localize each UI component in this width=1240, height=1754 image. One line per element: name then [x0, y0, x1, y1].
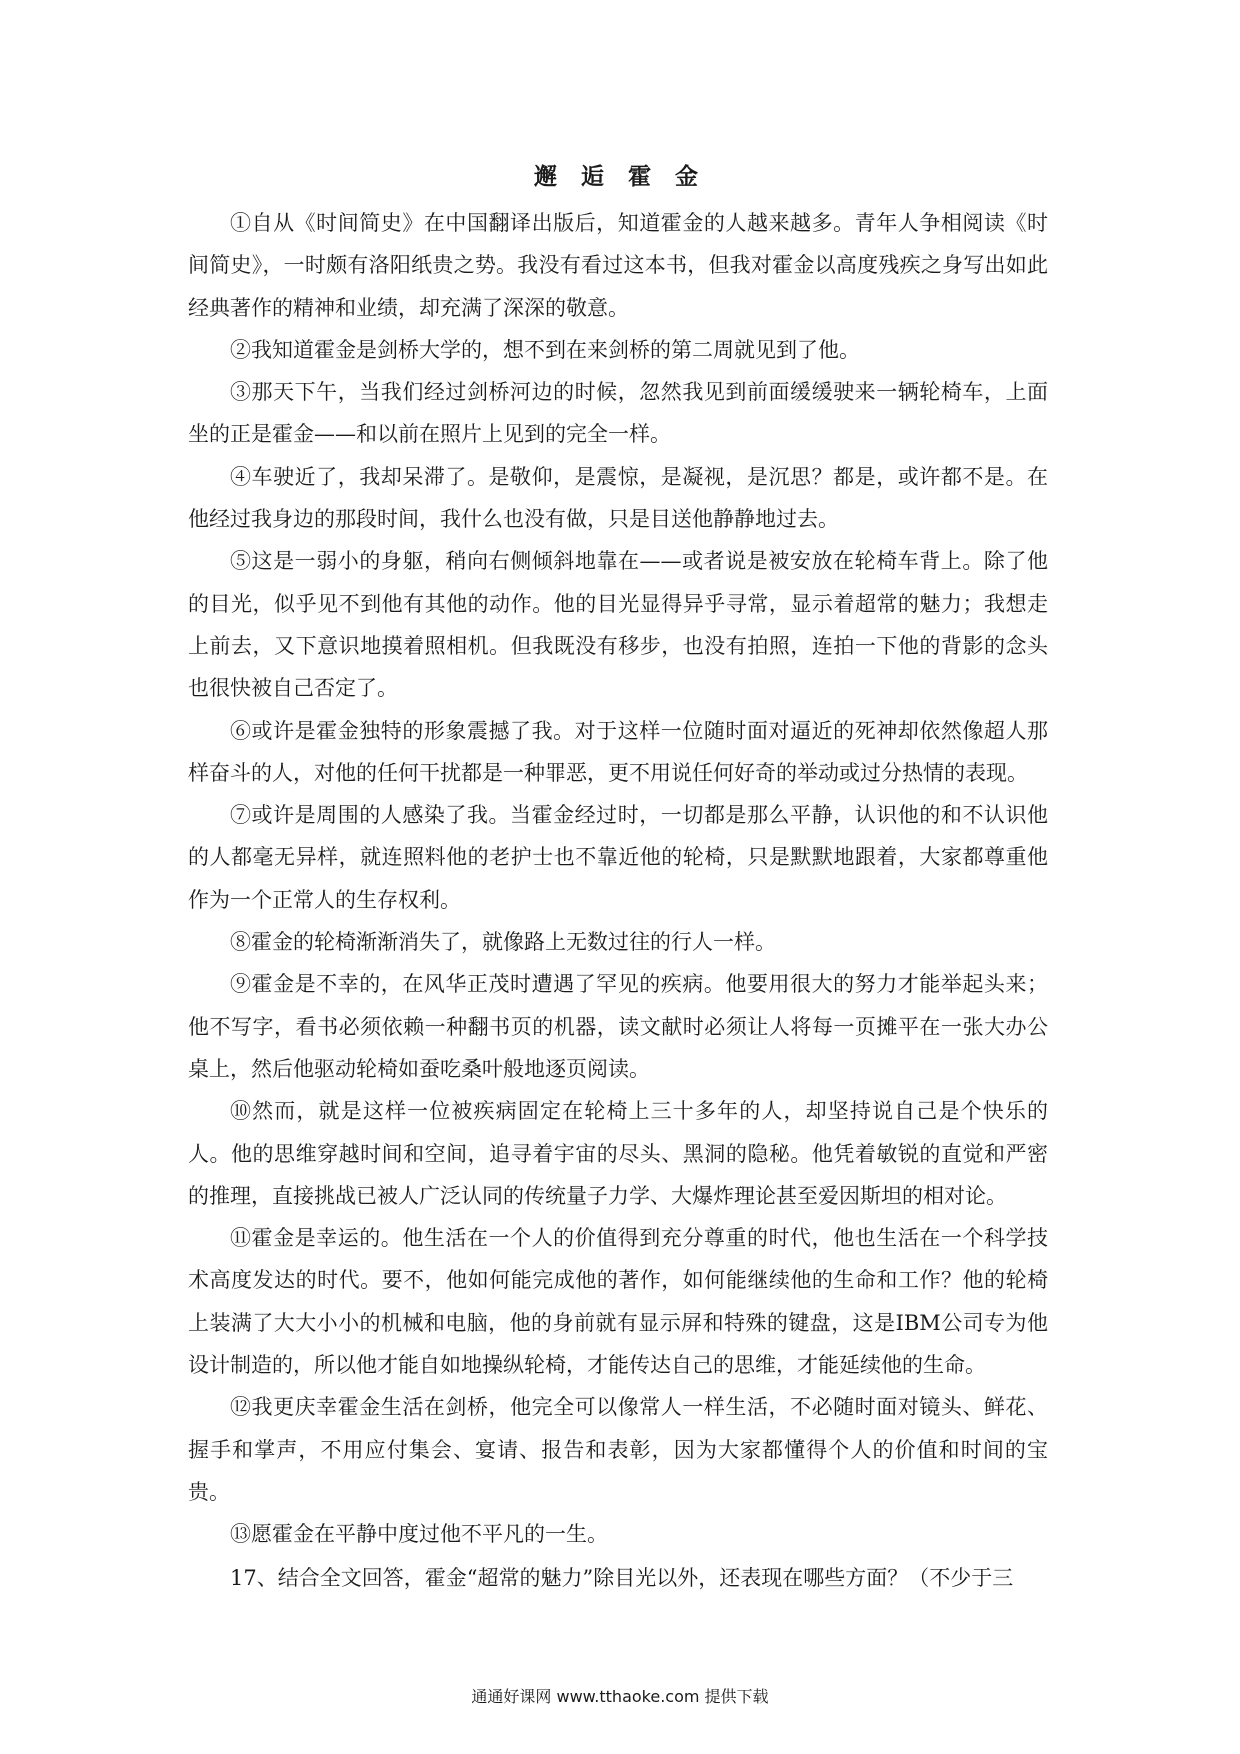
- paragraph-3: ③那天下午，当我们经过剑桥河边的时候，忽然我见到前面缓缓驶来一辆轮椅车，上面坐的正是霍金——和以前在照片上见到的完全一样。: [188, 380, 1048, 447]
- paragraph-7: ⑦或许是周围的人感染了我。当霍金经过时，一切都是那么平静，认识他的和不认识他的人都毫无异样，就连照料他的老护士也不靠近他的轮椅，只是默默地跟着，大家都尊重他作为一个正常人的生存权利。: [188, 803, 1048, 912]
- paragraph-1: ①自从《时间简史》在中国翻译出版后，知道霍金的人越来越多。青年人争相阅读《时间简史》，一时颇有洛阳纸贵之势。我没有看过这本书，但我对霍金以高度残疾之身写出如此经典著作的精神和业绩，却充满了深深的敬意。: [188, 211, 1048, 320]
- paragraph-8: ⑧霍金的轮椅渐渐消失了，就像路上无数过往的行人一样。: [230, 930, 776, 955]
- question-17: 17、结合全文回答，霍金“超常的魅力”除目光以外，还表现在哪些方面？（不少于三: [230, 1566, 1014, 1590]
- paragraph-2: ②我知道霍金是剑桥大学的，想不到在来剑桥的第二周就见到了他。: [230, 337, 860, 362]
- paragraph-12: ⑫我更庆幸霍金生活在剑桥，他完全可以像常人一样生活，不必随时面对镜头、鲜花、握手和掌声，不用应付集会、宴请、报告和表彰，因为大家都懂得个人的价值和时间的宝贵。: [188, 1395, 1048, 1504]
- paragraph-13: ⑬愿霍金在平静中度过他不平凡的一生。: [230, 1522, 608, 1547]
- paragraph-10: ⑩然而，就是这样一位被疾病固定在轮椅上三十多年的人，却坚持说自己是个快乐的人。他的思维穿越时间和空间，追寻着宇宙的尽头、黑洞的隐秘。他凭着敏锐的直觉和严密的推理，直接挑战已被人广泛认同的传统量子力学、大爆炸理论甚至爱因斯坦的相对论。: [188, 1099, 1048, 1208]
- article-title: 邂 逅 霍 金: [533, 164, 707, 190]
- paragraph-9: ⑨霍金是不幸的，在风华正茂时遭遇了罕见的疾病。他要用很大的努力才能举起头来；他不写字，看书必须依赖一种翻书页的机器，读文献时必须让人将每一页摊平在一张大办公桌上，然后他驱动轮椅如蚕吃桑叶般地逐页阅读。: [188, 972, 1048, 1081]
- paragraph-5: ⑤这是一弱小的身躯，稍向右侧倾斜地靠在——或者说是被安放在轮椅车背上。除了他的目光，似乎见不到他有其他的动作。他的目光显得异乎寻常，显示着超常的魅力；我想走上前去，又下意识地摸着照相机。但我既没有移步，也没有拍照，连拍一下他的背影的念头也很快被自己否定了。: [188, 549, 1048, 701]
- paragraph-11: ⑪霍金是幸运的。他生活在一个人的价值得到充分尊重的时代，他也生活在一个科学技术高度发达的时代。要不，他如何能完成他的著作，如何能继续他的生命和工作？他的轮椅上装满了大大小小的机械和电脑，他的身前就有显示屏和特殊的键盘，这是IBM公司专为他设计制造的，所以他才能自如地操纵轮椅，才能传达自己的思维，才能延续他的生命。: [188, 1226, 1048, 1378]
- article-body: [188, 202, 1048, 1556]
- paragraph-6: ⑥或许是霍金独特的形象震撼了我。对于这样一位随时面对逼近的死神却依然像超人那样奋斗的人，对他的任何干扰都是一种罪恶，更不用说任何好奇的举动或过分热情的表现。: [188, 718, 1048, 785]
- paragraph-4: ④车驶近了，我却呆滞了。是敬仰，是震惊，是凝视，是沉思？都是，或许都不是。在他经过我身边的那段时间，我什么也没有做，只是目送他静静地过去。: [188, 464, 1048, 532]
- page-footer: 通通好课网 www.tthaoke.com 提供下载: [471, 1687, 769, 1706]
